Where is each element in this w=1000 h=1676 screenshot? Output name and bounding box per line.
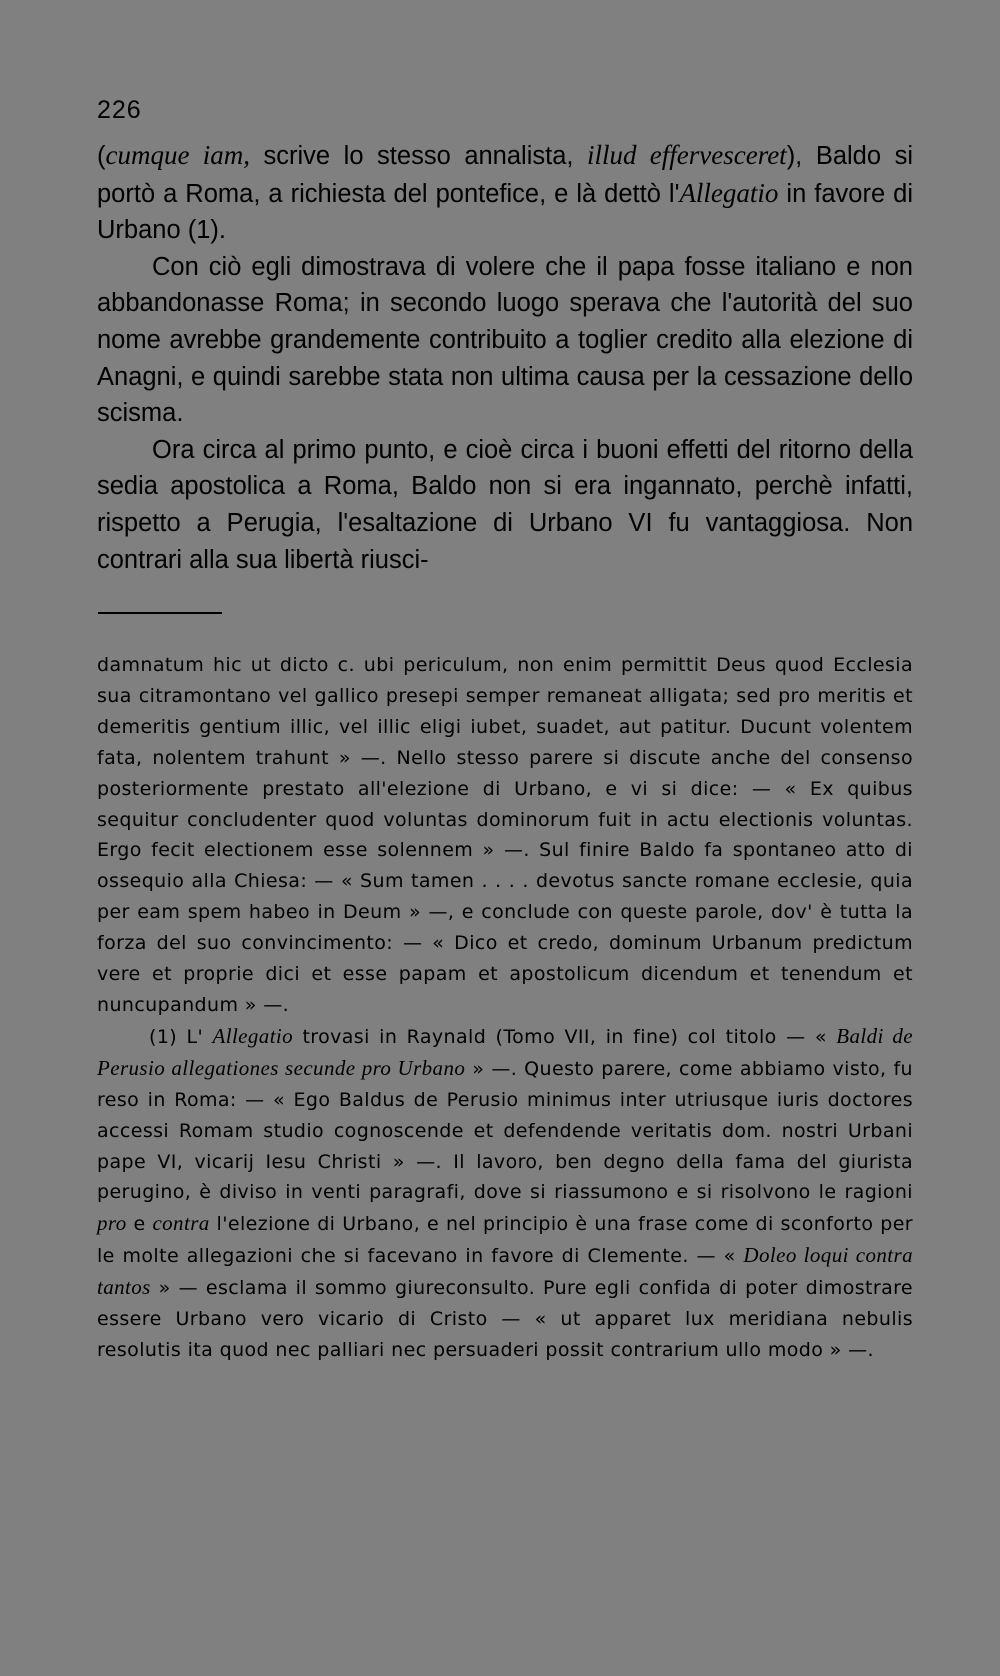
italic-run: contra	[152, 1211, 210, 1236]
text-run: trovasi in Raynald (Tomo VII, in fine) col titolo — «	[293, 1025, 837, 1048]
text-run: » — esclama il sommo giureconsulto. Pure egli confida di poter dimostrare essere Urbano vero vicario di Cristo — « ut apparet lux meridiana nebulis resolutis ita quod nec palliari nec persuaderi possit contrarium ullo modo » —.	[97, 1277, 913, 1361]
paragraph-3: Ora circa al primo punto, e cioè circa i buoni effetti del ritorno della sedia apostolica a Roma, Baldo non si era ingannato, perchè infatti, rispetto a Perugia, l'esaltazione di Urbano VI fu vantaggiosa. Non contrari alla sua libertà riusci-	[97, 435, 913, 574]
italic-run: cumque iam,	[105, 140, 250, 170]
text-run: l'elezione di Urbano, e nel principio è una frase come di sconforto per le molte allegazioni che si facevano in favore di Clemente. — «	[97, 1213, 913, 1268]
italic-run: pro	[97, 1211, 127, 1236]
text-run: scrive lo stesso annalista,	[249, 142, 588, 170]
text-run: (1) L'	[149, 1025, 213, 1048]
italic-run: illud effervesceret	[587, 140, 787, 170]
italic-run: Baldi de Perusio allegationes secunde pro Urbano	[97, 1023, 913, 1080]
footnote-separator	[98, 612, 222, 614]
italic-run: Doleo loqui contra tantos	[97, 1243, 913, 1300]
text-run: ), Baldo si portò a Roma, a richiesta del pontefice, e là dettò l'	[97, 142, 914, 208]
main-text	[97, 137, 913, 578]
paragraph-1	[97, 137, 913, 249]
footnotes	[97, 650, 913, 1366]
footnote-1	[97, 1021, 913, 1366]
text-run: e	[126, 1213, 153, 1236]
footnote-continuation: damnatum hic ut dicto c. ubi periculum, non enim permittit Deus quod Ecclesia sua citramontano vel gallico presepi semper remaneat alligata; sed pro meritis et demeritis gentium illic, vel illic eligi iubet, suadet, aut patitur. Ducunt volentem fata, nolentem trahunt » —. Nello stesso parere si discute anche del consenso posteriormente prestato all'elezione di Urbano, e vi si dice: — « Ex quibus sequitur concludenter quod voluntas dominorum fuit in actu electionis voluntas. Ergo fecit electionem esse solennem » —. Sul finire Baldo fa spontaneo atto di ossequio alla Chiesa: — « Sum tamen . . . . devotus sancte romane ecclesie, quia per eam spem habeo in Deum » —, e conclude con queste parole, dov' è tutta la forza del suo convincimento: — « Dico et credo, dominum Urbanum predictum vere et proprie dici et esse papam et apostolicum dicendum et tenendum et nuncupandum » —.	[97, 654, 913, 1016]
text-run: in favore di Urbano (1).	[97, 179, 913, 245]
text-run: » —. Questo parere, come abbiamo visto, fu reso in Roma: — « Ego Baldus de Perusio minimus inter utriusque iuris doctores accessi Romam studio cognoscende et defendende veritatis dom. nostri Urbani pape VI, vicarij Iesu Christi » —. Il lavoro, ben degno della fama del giurista perugino, è diviso in venti paragrafi, dove si riassumono e si risolvono le ragioni	[97, 1057, 913, 1204]
paragraph-2: Con ciò egli dimostrava di volere che il papa fosse italiano e non abbandonasse Roma; in secondo luogo sperava che l'autorità del suo nome avrebbe grandemente contribuito a toglier credito alla elezione di Anagni, e quindi sarebbe stata non ultima causa per la cessazione dello scisma.	[97, 252, 913, 428]
text-run: (	[97, 142, 106, 170]
page-number: 226	[97, 96, 142, 124]
italic-run: Allegatio	[679, 177, 779, 208]
italic-run: Allegatio	[212, 1023, 294, 1048]
